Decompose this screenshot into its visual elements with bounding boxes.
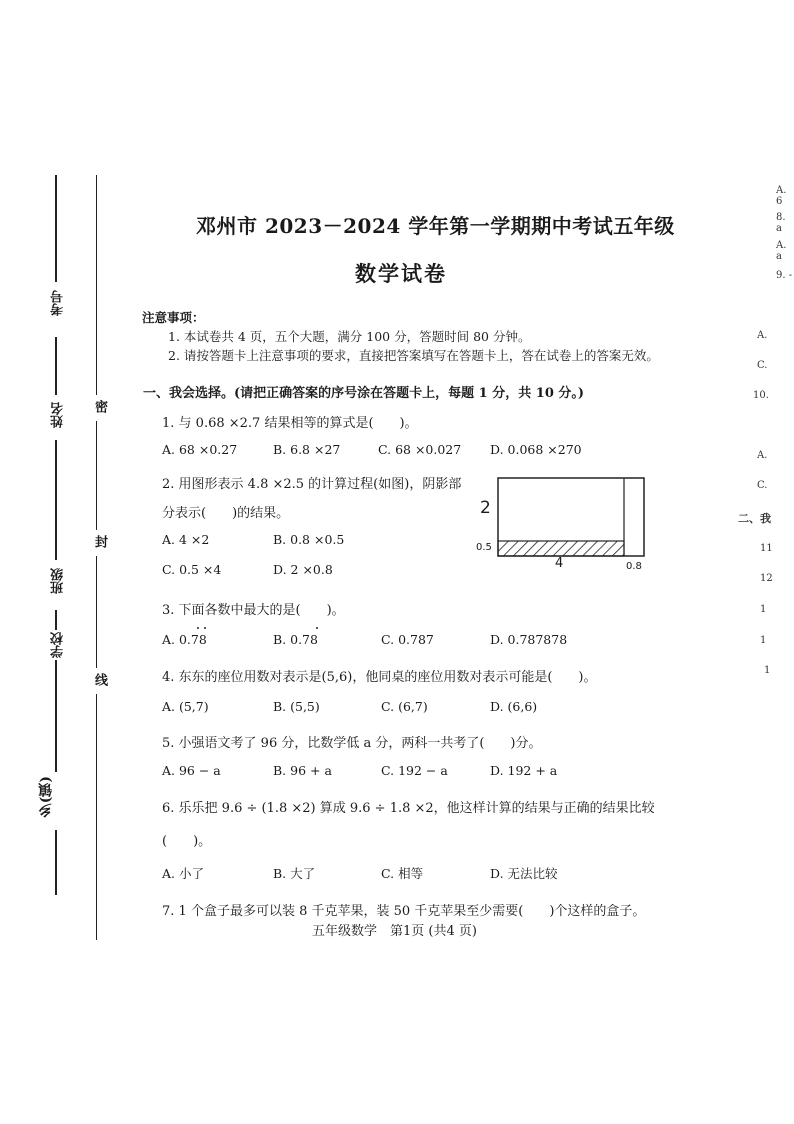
adjacent-text: A. [757, 450, 768, 461]
exam-title: 邓州市 2023－2024 学年第一学期期中考试五年级 [196, 214, 675, 238]
adjacent-text: 二、我 [738, 512, 771, 525]
q2-option-d: D. 2 ×0.8 [273, 562, 333, 577]
q3-option-a: A. 0.78 [162, 632, 207, 647]
adjacent-text: C. [757, 360, 768, 371]
adjacent-text: 9. - [776, 270, 793, 281]
q1-option-a: A. 68 ×0.27 [162, 442, 238, 457]
q4-option-c: C. (6,7) [381, 699, 428, 714]
q3-option-c: C. 0.787 [381, 632, 434, 647]
q6-option-c: C. 相等 [381, 866, 424, 881]
binding-line-dashed [96, 175, 97, 940]
question-6-stem: 6. 乐乐把 9.6 ÷ (1.8 ×2) 算成 9.6 ÷ 1.8 ×2，他这样计算的结果与正确的结果比较 [162, 801, 655, 816]
diagram-width-label: 4 [555, 556, 564, 571]
diagram-extra-label: 0.8 [626, 561, 642, 572]
q5-option-c: C. 192 − a [381, 763, 448, 778]
adjacent-text: A. [757, 330, 768, 341]
question-3-stem: 3. 下面各数中最大的是( )。 [162, 603, 345, 618]
q3-option-b: B. 0.78 [273, 632, 318, 647]
school-label: 学校 [51, 632, 66, 658]
q2-option-a: A. 4 ×2 [162, 532, 210, 547]
question-2-stem-cont: 分表示( )的结果。 [162, 506, 290, 521]
q6-option-b: B. 大了 [273, 866, 316, 881]
exam-no-label: 考号 [51, 290, 66, 316]
q1-option-d: D. 0.068 ×270 [490, 442, 582, 457]
name-label: 姓名 [51, 402, 66, 428]
q2-option-b: B. 0.8 ×0.5 [273, 532, 345, 547]
diagram-height-label: 2 [480, 498, 491, 518]
q5-option-b: B. 96 + a [273, 763, 332, 778]
page-footer: 五年级数学 第1页 (共4 页) [312, 924, 477, 939]
q4-option-b: B. (5,5) [273, 699, 320, 714]
seal-mark-2: 封 [92, 535, 107, 548]
town-label: 乡(镇) [38, 776, 54, 818]
question-5-stem: 5. 小强语文考了 96 分，比数学低 a 分，两科一共考了( )分。 [162, 736, 542, 751]
repeat-dot [316, 627, 318, 629]
q4-option-d: D. (6,6) [490, 699, 538, 714]
q5-option-d: D. 192 + a [490, 763, 558, 778]
question-1-stem: 1. 与 0.68 ×2.7 结果相等的算式是( )。 [162, 416, 418, 431]
q6-option-a: A. 小了 [162, 866, 204, 881]
adjacent-text: A. 6 [776, 185, 787, 207]
repeat-dot [204, 627, 206, 629]
adjacent-text: 1 [760, 635, 767, 646]
question-2-stem: 2. 用图形表示 4.8 ×2.5 的计算过程(如图)，阴影部 [162, 477, 462, 492]
q6-option-d: D. 无法比较 [490, 866, 558, 881]
adjacent-text: C. [757, 480, 768, 491]
adjacent-text: 10. [753, 390, 769, 401]
q4-option-a: A. (5,7) [162, 699, 209, 714]
section-1-heading: 一、我会选择。(请把正确答案的序号涂在答题卡上，每题 1 分，共 10 分。) [143, 386, 585, 401]
class-label: 班级 [51, 568, 66, 594]
seal-mark-3: 线 [92, 673, 107, 686]
q1-option-c: C. 68 ×0.027 [378, 442, 462, 457]
adjacent-text: 11 [760, 543, 773, 554]
q5-option-a: A. 96 − a [162, 763, 221, 778]
area-model-shaded-strip [498, 541, 624, 556]
repeat-dot [197, 627, 199, 629]
question-6-stem-cont: ( )。 [162, 834, 212, 849]
adjacent-text: 1 [760, 604, 767, 615]
seal-mark-1: 密 [92, 400, 107, 413]
adjacent-text: 1 [764, 665, 771, 676]
q3-option-d: D. 0.787878 [490, 632, 568, 647]
question-7-stem: 7. 1 个盒子最多可以装 8 千克苹果，装 50 千克苹果至少需要( )个这样的盒子。 [162, 904, 646, 919]
notice-heading: 注意事项： [142, 310, 205, 325]
q1-option-b: B. 6.8 ×27 [273, 442, 341, 457]
exam-subtitle: 数学试卷 [355, 261, 447, 286]
notice-item-2: 2. 请按答题卡上注意事项的要求，直接把答案填写在答题卡上，答在试卷上的答案无效。 [168, 348, 659, 363]
adjacent-text: 8. a [776, 212, 786, 234]
adjacent-text: A. a [776, 240, 787, 262]
diagram-shade-label: 0.5 [476, 542, 492, 553]
q2-option-c: C. 0.5 ×4 [162, 562, 222, 577]
adjacent-text: 12 [760, 573, 773, 584]
notice-item-1: 1. 本试卷共 4 页，五个大题，满分 100 分，答题时间 80 分钟。 [168, 329, 531, 344]
question-4-stem: 4. 东东的座位用数对表示是(5,6)，他同桌的座位用数对表示可能是( )。 [162, 670, 597, 685]
